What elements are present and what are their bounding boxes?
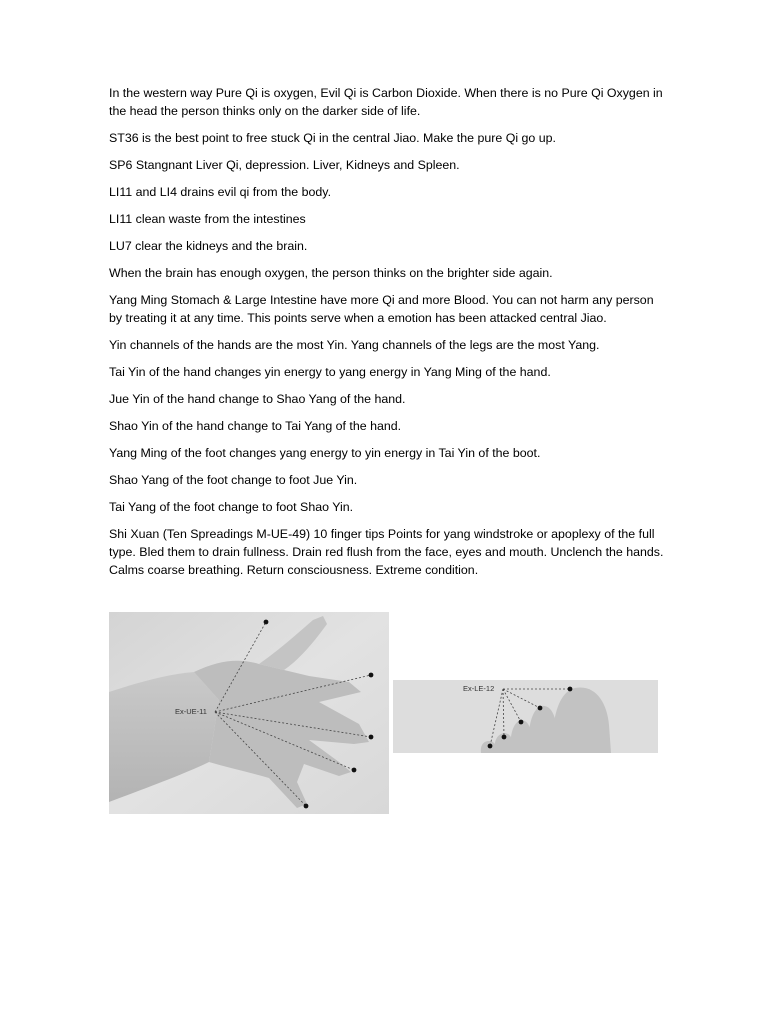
hand-illustration (109, 612, 389, 814)
paragraph-lu7: LU7 clear the kidneys and the brain. (109, 239, 308, 253)
big-toe-point (568, 687, 573, 692)
paragraph-li11-li4: LI11 and LI4 drains evil qi from the body. (109, 185, 332, 199)
paragraph-yang-ming: Yang Ming Stomach & Large Intestine have more Qi and more Blood. You can not harm any person by treating it at any time. This points serve when a emotion has been attacked central Jiao. (109, 293, 654, 325)
little-tip-point (304, 804, 309, 809)
foot-illustration (393, 680, 658, 753)
fourth-toe-point (502, 735, 507, 740)
second-toe-point (538, 706, 543, 711)
third-toe-point (519, 720, 524, 725)
foot-point-label: Ex-LE-12 (463, 684, 495, 693)
index-tip-point (369, 673, 374, 678)
paragraph-yin-channels: Yin channels of the hands are the most Yin. Yang channels of the legs are the most Yang. (109, 338, 600, 352)
document-body (109, 84, 669, 588)
foot-acupoint-figure (393, 680, 658, 753)
paragraph-shao-yin-hand: Shao Yin of the hand change to Tai Yang of the hand. (109, 419, 402, 433)
paragraph-brain-oxygen: When the brain has enough oxygen, the person thinks on the brighter side again. (109, 266, 553, 280)
paragraph-jue-yin-hand: Jue Yin of the hand change to Shao Yang of the hand. (109, 392, 406, 406)
little-toe-point (488, 744, 493, 749)
thumb-tip-point (264, 620, 269, 625)
paragraph-li11: LI11 clean waste from the intestines (109, 212, 306, 226)
paragraph-shi-xuan: Shi Xuan (Ten Spreadings M-UE-49) 10 finger tips Points for yang windstroke or apoplexy of the full type. Bled them to drain fullness. Drain red flush from the face, eyes and mouth. Unclench the hands. Calms coarse breathing. Return consciousness. Extreme condition. (109, 527, 664, 577)
hand-acupoint-figure (109, 612, 389, 814)
paragraph-sp6: SP6 Stangnant Liver Qi, depression. Liver, Kidneys and Spleen. (109, 158, 460, 172)
paragraph-pure-qi: In the western way Pure Qi is oxygen, Evil Qi is Carbon Dioxide. When there is no Pure Qi Oxygen in the head the person thinks only on the darker side of life. (109, 86, 663, 118)
paragraph-tai-yang-foot: Tai Yang of the foot change to foot Shao Yin. (109, 500, 354, 514)
ring-tip-point (352, 768, 357, 773)
paragraph-tai-yin-hand: Tai Yin of the hand changes yin energy to yang energy in Yang Ming of the hand. (109, 365, 551, 379)
paragraph-st36: ST36 is the best point to free stuck Qi in the central Jiao. Make the pure Qi go up. (109, 131, 556, 145)
paragraph-yang-ming-foot: Yang Ming of the foot changes yang energy to yin energy in Tai Yin of the boot. (109, 446, 541, 460)
middle-tip-point (369, 735, 374, 740)
paragraph-shao-yang-foot: Shao Yang of the foot change to foot Jue Yin. (109, 473, 358, 487)
hand-point-label: Ex-UE-11 (175, 707, 207, 716)
